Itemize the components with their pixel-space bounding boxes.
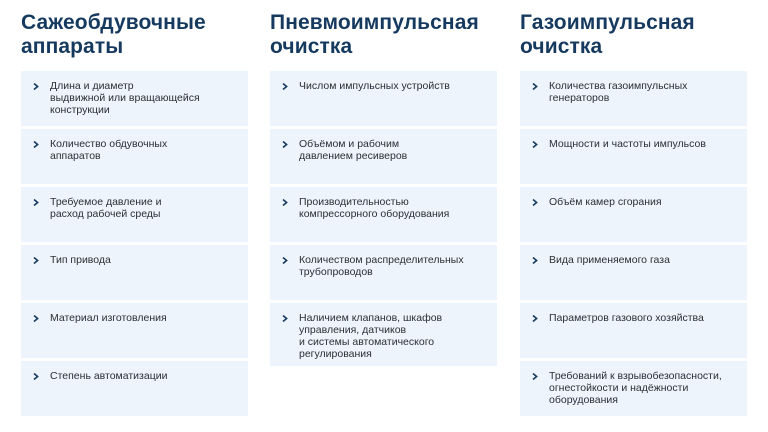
column-title: Пневмоимпульсная очистка <box>270 11 479 58</box>
item-text: Тип привода <box>50 254 111 266</box>
chevron-right-icon <box>33 315 39 321</box>
column-title: Газоимпульсная очистка <box>520 11 695 58</box>
column-title: Сажеобдувочные аппараты <box>21 11 206 58</box>
list-item <box>520 187 747 242</box>
item-text: Материал изготовления <box>50 312 167 324</box>
chevron-right-icon <box>33 83 39 89</box>
list-item <box>520 245 747 300</box>
chevron-right-icon <box>33 141 39 147</box>
list-item <box>21 361 248 416</box>
list-item <box>270 187 497 242</box>
item-text: Степень автоматизации <box>50 370 168 382</box>
item-text: Количеством распределительных трубопроводов <box>299 254 464 278</box>
list-item <box>520 71 747 126</box>
item-text: Количество обдувочных аппаратов <box>50 138 168 162</box>
list-item <box>520 303 747 358</box>
item-text: Длина и диаметр выдвижной или вращающейся конструкции <box>50 80 200 116</box>
chevron-right-icon <box>282 315 288 321</box>
item-text: Требуемое давление и расход рабочей среды <box>50 196 162 220</box>
chevron-right-icon <box>532 373 538 379</box>
item-text: Мощности и частоты импульсов <box>549 138 706 150</box>
chevron-right-icon <box>532 141 538 147</box>
item-text: Количества газоимпульсных генераторов <box>549 80 688 104</box>
card-list <box>270 71 497 369</box>
chevron-right-icon <box>282 199 288 205</box>
item-text: Параметров газового хозяйства <box>549 312 704 324</box>
chevron-right-icon <box>282 257 288 263</box>
chevron-right-icon <box>33 257 39 263</box>
chevron-right-icon <box>532 315 538 321</box>
list-item <box>270 129 497 184</box>
list-item <box>21 245 248 300</box>
list-item <box>21 303 248 358</box>
chevron-right-icon <box>532 83 538 89</box>
list-item <box>520 361 747 416</box>
chevron-right-icon <box>282 141 288 147</box>
list-item <box>21 187 248 242</box>
list-item <box>520 129 747 184</box>
item-text: Числом импульсных устройств <box>299 80 450 92</box>
chevron-right-icon <box>33 373 39 379</box>
chevron-right-icon <box>33 199 39 205</box>
item-text: Требований к взрывобезопасности, огнестойкости и надёжности оборудования <box>549 370 722 406</box>
list-item <box>270 303 497 366</box>
card-list <box>520 71 747 419</box>
list-item <box>270 71 497 126</box>
chevron-right-icon <box>532 257 538 263</box>
chevron-right-icon <box>532 199 538 205</box>
item-text: Объём камер сгорания <box>549 196 662 208</box>
chevron-right-icon <box>282 83 288 89</box>
item-text: Вида применяемого газа <box>549 254 670 266</box>
list-item <box>21 129 248 184</box>
list-item <box>21 71 248 126</box>
item-text: Производительностью компрессорного оборудования <box>299 196 450 220</box>
item-text: Наличием клапанов, шкафов управления, датчиков и системы автоматического регулирования <box>299 312 443 360</box>
list-item <box>270 245 497 300</box>
card-list <box>21 71 248 419</box>
item-text: Объёмом и рабочим давлением ресиверов <box>299 138 408 162</box>
